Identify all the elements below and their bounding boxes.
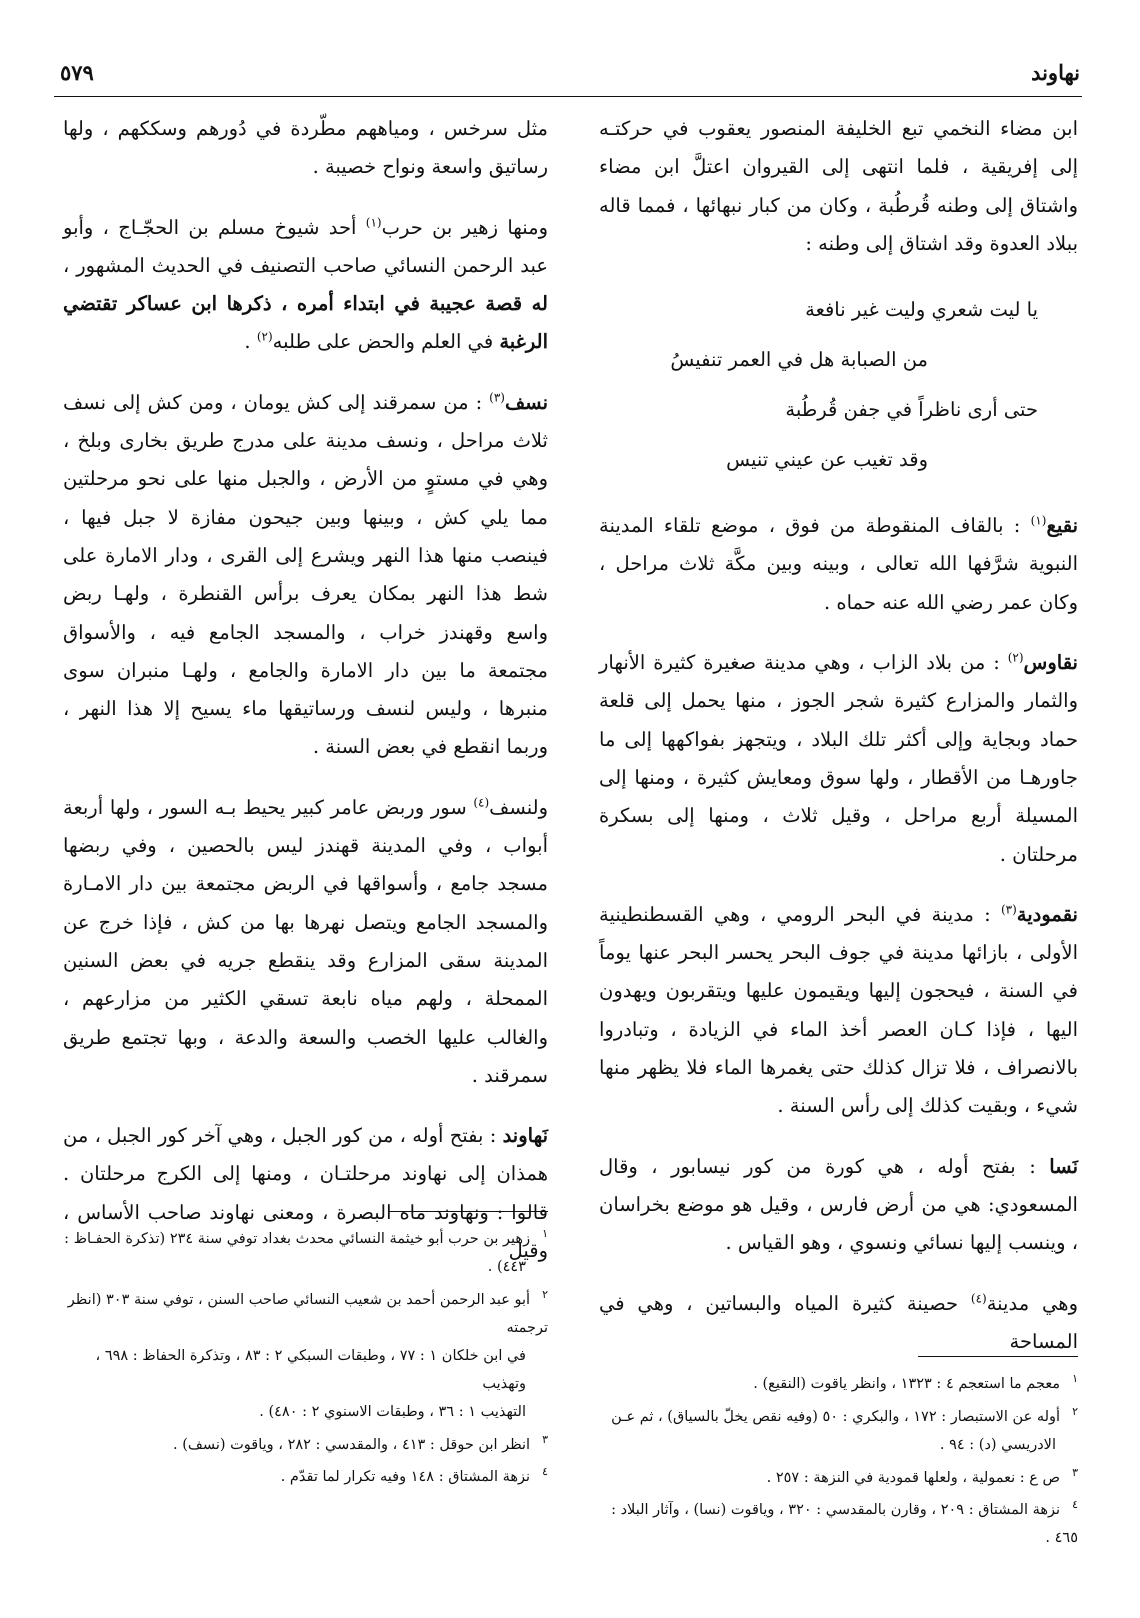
text-line: سور وربض عامر كبير يحيط بـه السور ، ولها: [109, 795, 474, 819]
entry-heading: نقاوس: [1023, 651, 1078, 675]
text-line: ويشرع إلى القرى ، ودار الامارة على شط هذا النهر بمكان يعرف: [63, 543, 549, 606]
footnote-continuation: ٤٤٣) .: [487, 1258, 526, 1275]
text-line: حصينة كثيرة المياه والبساتين ، وهي في المساحة: [599, 1291, 1078, 1353]
footnote-ref: (٤): [970, 1291, 987, 1306]
footnote-ref: (٣): [1000, 902, 1017, 917]
text-line: : مدينة في البحر الرومي ، وهي القسطنطينية الأولى ،: [599, 902, 1078, 965]
entry-heading: نسف: [504, 390, 548, 414]
footnote: [63, 1458, 548, 1491]
footnote: [63, 1220, 548, 1253]
footnote-ref: (٢): [1007, 650, 1024, 665]
footnote-number: ٤: [1072, 1498, 1078, 1512]
text-line: له قصة عجيبة في ابتداء أمره ، ذكرها ابن عساكر تقتضي الرغبة: [63, 292, 548, 354]
text-line: الله عنه حماه .: [824, 590, 945, 614]
footnote-text: معجم ما استعجم ٤ : ١٣٢٣ ، وانظر ياقوت (النقيع) .: [753, 1375, 1061, 1392]
footnote-continuation: التهذيب ١ : ٣٦ ، وطبقات الاسنوي ٢ : ٤٨٠) .: [259, 1403, 526, 1420]
text-line: أحد شيوخ مسلم بن الحجّـاج ،: [102, 215, 366, 239]
footnote: [63, 1281, 548, 1342]
text-line: والمسجد الجامع ويتصل نهرها بها من كش ، فإذا خرج عن المدينة: [63, 910, 549, 972]
footnote: [599, 1365, 1078, 1398]
paragraph-zuhair: [63, 209, 548, 362]
footnote-ref: (٣): [489, 390, 505, 405]
text-line: قالوا : ونهاوند ماه البصرة ، ومعنى نهاوند صاحب الأساس ، وقيل: [63, 1200, 548, 1263]
footnote-text: زهير بن حرب أبو خيثمة النسائي محدث بغداد توفي سنة ٢٣٤ (تذكرة الحفـاظ :: [64, 1230, 531, 1247]
text-line: فيحجون إليها ويقيمون عليها ويتقربون ويهدون اليها ، فإذا كـان: [599, 979, 1079, 1041]
entry-naqawus: [599, 644, 1078, 874]
footnote-number: ٣: [1072, 1465, 1078, 1479]
entry-naqi: [599, 507, 1078, 622]
footnote-continuation: في ابن خلكان ١ : ٧٧ ، وطبقات السبكي ٢ : ٨٣ ، وتذكرة الحفاظ : ٦٩٨ ، وتهذيب: [95, 1347, 526, 1392]
footnote-number: ٢: [1072, 1404, 1078, 1418]
text-line: مثل سرخس ، ومياههم مطّردة في دُورهم وسككهم ، ولها رساتيق: [63, 117, 548, 179]
text-line: ابن مضاء النخمي تبع الخليفة المنصور يعقوب في حركتـه إلى: [599, 117, 1078, 179]
text-line: هي من أرض فارس ، وقيل هو موضع بخراسان ، وينسب إليها: [599, 1192, 1078, 1255]
footnote: [599, 1398, 1078, 1431]
text-line: واسعة ونواح خصيبة .: [312, 155, 483, 179]
footnote-text: انظر ابن حوقل : ٤١٣ ، والمقدسي : ٢٨٢ ، وياقوت (نسف) .: [173, 1436, 531, 1453]
text-line: العصر أخذ الماء في الزيادة ، وتبادروا بالانصراف ، فلا تزال: [599, 1017, 1079, 1080]
entry-heading: نقمودية: [1016, 902, 1078, 926]
text-line: إفريقية ، فلما انتهى إلى القيروان اعتلَّ ابن مضاء واشتاق إلى وطنه: [599, 155, 1078, 217]
footnote-number: ١: [542, 1227, 548, 1240]
footnote-text: ص ع : نعمولية ، ولعلها قمودية في النزهة : ٢٥٧ .: [766, 1469, 1061, 1486]
footnotes-right: [599, 1365, 1078, 1552]
text-line: أربعة أبواب ، وفي المدينة قهندز ليس بالحصين ، وفي ربضها: [63, 795, 548, 858]
footnote-continuation: الادريسي (د) : ٩٤ .: [939, 1436, 1056, 1453]
text-line: نسائي ونسوي ، وهو القياس .: [725, 1231, 964, 1255]
text-line: مسجد جامع ، وأسواقها في الربض مجتمعة بين دار الامـارة: [63, 872, 548, 896]
text-line: : بالقاف المنقوطة من فوق ، موضع تلقاء المدينة النبوية: [599, 514, 1078, 576]
text-line: : من سمرقند إلى كش يومان ، ومن كش إلى نسف: [63, 390, 490, 414]
text-line: وإلى أكثر تلك البلاد ، ويتجهز بفواكهها إلى ما جاورهـا من: [599, 727, 1078, 789]
text-line: برأس القنطرة ، ولهـا ربض واسع وقهندز خراب ، والمسجد الجامع: [63, 582, 548, 644]
text-line: نابعة تسقي الكثير من مزارعهم ، والغالب عليها الخصب والسعة: [63, 987, 549, 1049]
header-rule: [54, 96, 1082, 97]
text-line: ولنسف: [489, 795, 548, 819]
footnote-ref: (٤): [473, 795, 490, 810]
text-line: وهي مدينة: [986, 1291, 1078, 1315]
footnote-number: ٤: [542, 1465, 548, 1479]
text-line: وبينها وبين جيحون مفازة لا جبل فيها ، فينصب منها هذا النهر: [63, 505, 548, 567]
poem-verse: [599, 285, 1078, 485]
text-line: سوى منبرها ، وليس لنسف ورساتيقها ماء يسيح إلا هذا النهر ،: [63, 658, 548, 721]
paragraph-ibn-mada: [599, 110, 1078, 263]
verse-line: حتى أرى ناظراً في جفن قُرطُبة: [785, 398, 1038, 422]
text-line: إلى وطنه :: [805, 231, 894, 255]
text-line: بازائها مدينة في جوف البحر يحسر البحر عنها يوماً في السنة ،: [599, 941, 1079, 1003]
text-line: : من بلاد الزاب ، وهي مدينة صغيرة كثيرة الأنهار: [599, 651, 1008, 675]
text-line: سقى المزارع وقد ينقطع جريه في بعض السنين الممحلة ، ولهم مياه: [63, 948, 548, 1011]
text-line: ثلاث مراحل ، ونسف مدينة على مدرج طريق بخارى وبلخ ، وهي: [63, 429, 548, 491]
footnote-rule: [388, 1211, 548, 1212]
footnote-rule: [918, 1356, 1078, 1357]
entry-nasa: [599, 1148, 1078, 1263]
text-line: فيه ، والأسواق مجتمعة ما بين دار الامارة والجامع ، ولهـا منبران: [63, 620, 548, 682]
footnote-number: ١: [1072, 1372, 1078, 1385]
text-line: وأبو عبد الرحمن النسائي صاحب التصنيف في الحديث المشهور ،: [63, 215, 548, 277]
footnote-ref: (١): [1030, 513, 1047, 528]
entry-heading: نَهاوند: [502, 1124, 548, 1148]
text-line: رأس السنة .: [777, 1094, 880, 1118]
text-line: : بفتح أوله ، من كور الجبل ، وهي آخر كور الجبل ،: [94, 1124, 503, 1148]
text-line: في مستوٍ من الأرض ، والجبل منها على نحو مرحلتين مما يلي كش ،: [63, 467, 548, 529]
running-header: [60, 56, 1080, 92]
text-line: وقيل ثلاث ، ومنها إلى بسكرة مرحلتان .: [599, 804, 1078, 866]
entry-nasaf: [63, 384, 548, 767]
paragraph-continuation: [63, 110, 548, 187]
footnote-text: نزهة المشتاق : ٢٠٩ ، وقارن بالمقدسي : ٣٢٠ ، وياقوت (نسا) ، وآثار البلاد : ٤٦٥ .: [611, 1502, 1078, 1547]
text-line: .: [244, 330, 257, 354]
text-line: ومنها زهير بن حرب: [381, 215, 548, 239]
text-line: في العلم والحض على طلبه: [272, 330, 494, 354]
entry-naqmudiya: [599, 896, 1078, 1126]
right-column: [599, 110, 1078, 1361]
entry-heading: نَسا: [1049, 1154, 1078, 1178]
footnote: [63, 1426, 548, 1459]
text-line: : بفتح أوله ، هي كورة من كور نيسابور ، وقال المسعودي:: [599, 1154, 1078, 1216]
footnote-text: أبو عبد الرحمن أحمد بن شعيب النسائي صاحب السنن ، توفي سنة ٣٠٣ (انظر ترجمته: [67, 1291, 548, 1336]
footnote-ref: (٢): [256, 329, 273, 344]
text-line: والثمار والمزارع كثيرة شجر الجوز ، منها يحمل إلى قلعة حماد وبجاية: [599, 689, 1079, 751]
text-line: كذلك حتى يغمرها الماء فلا يظهر منها شيء ، وبقيت كذلك إلى: [599, 1056, 1078, 1118]
footnote-ref: (١): [365, 215, 382, 230]
paragraph-nasaf-walls: [63, 789, 548, 1095]
text-line: قُرطُبة ، وكان من كبار نبهائها ، فمما قاله ببلاد العدوة وقد اشتاق: [599, 193, 1078, 255]
verse-line: من الصبابة هل في العمر تنفيسُ: [670, 348, 928, 372]
text-line: وربما انقطع في بعض السنة .: [312, 735, 548, 759]
verse-line: وقد تغيب عن عيني تنيس: [726, 448, 928, 472]
footnote-number: ٢: [542, 1287, 548, 1301]
page-number: ٥٧٩: [60, 60, 94, 85]
page-title: نهاوند: [1031, 60, 1080, 85]
footnotes-left: [63, 1220, 548, 1491]
footnote: [599, 1491, 1078, 1552]
footnote-number: ٣: [542, 1432, 548, 1446]
text-line: والدعة ، وبها تجتمع طريق سمرقند .: [63, 1025, 548, 1087]
text-line: الأقطار ، ولها سوق ومعايش كثيرة ، ومنها إلى المسيلة أربع مراحل ،: [599, 765, 1079, 828]
left-column: [63, 110, 548, 1270]
verse-line: يا ليت شعري وليت غير نافعة: [805, 298, 1038, 322]
text-line: شرَّفها الله تعالى ، وبينه وبين مكَّة ثلاث مراحل ، وكان عمر رضي: [599, 552, 1078, 614]
footnote-text: أوله عن الاستبصار : ١٧٢ ، والبكري : ٥٠ (وفيه نقص يخلّ بالسياق) ، ثم عـن: [611, 1408, 1061, 1425]
entry-heading: نقيع: [1046, 514, 1078, 538]
paragraph-nasa-city: [599, 1285, 1078, 1362]
footnote: [599, 1459, 1078, 1492]
footnote-text: نزهة المشتاق : ١٤٨ وفيه تكرار لما تقدّم .: [280, 1469, 531, 1486]
text-line: من همذان إلى نهاوند مرحلتـان ، ومنها إلى الكرج مرحلتان .: [63, 1124, 548, 1186]
